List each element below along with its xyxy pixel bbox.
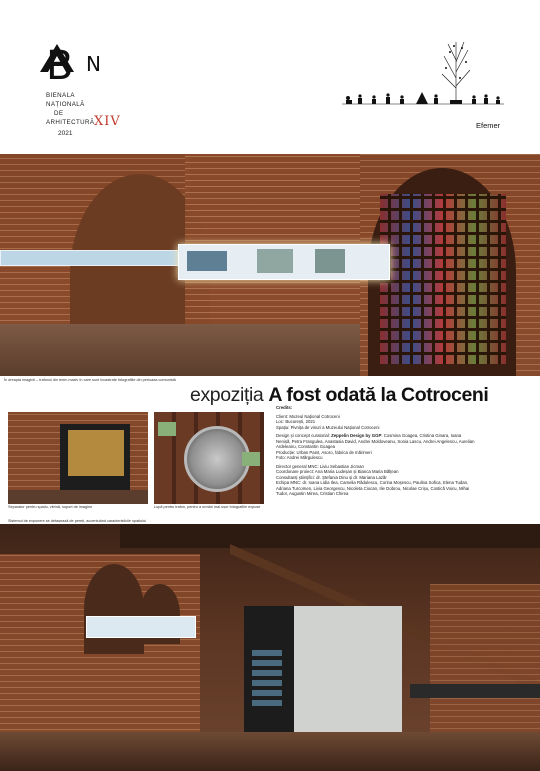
- logo-letter-n: N: [86, 52, 101, 76]
- photo-magnifier: [154, 412, 264, 504]
- logo-edition: XIV: [94, 114, 121, 129]
- logo-line: DE: [54, 110, 64, 117]
- photo-separator-vitrine: [8, 412, 148, 504]
- logo-line: ARHITECTURĂ: [46, 119, 95, 126]
- exhibition-photo-vault: [0, 154, 540, 376]
- bna-logo: [40, 44, 130, 144]
- wine-rack-grille: [380, 194, 506, 364]
- credit-design-studio: Zeppelin Design by GGP: [331, 433, 382, 438]
- credits-block: [276, 405, 476, 500]
- caption-magnifier: Lupă pentru trafon, pentru a urmări mai ușor fotografiile expuse: [154, 505, 261, 509]
- display-case: [0, 250, 182, 266]
- logo-line: BIENALA: [46, 92, 75, 99]
- caption-top: În dreapta imaginii – trafonul din lemn masiv în care sunt încastrate fotografiile din perioada comunistă: [4, 378, 176, 382]
- magnifier-icon: [184, 426, 250, 492]
- credit-photo: Foto: Andrei Mărgulescu: [276, 455, 323, 460]
- display-case: [86, 616, 196, 638]
- title-main: A fost odată la Cotroceni: [268, 384, 489, 406]
- exhibition-photo-cellar: [0, 524, 540, 771]
- credit-client: Client: Muzeul Național Cotroceni: [276, 413, 340, 419]
- credit-location: Loc: București, 2021: [276, 419, 316, 424]
- caption-separator: Separator pentru spațiu, vitrină, suport de imagine: [8, 505, 93, 509]
- credit-production: Producție: Urban Paint, Asoro, fabrica de mărimeri: [276, 449, 372, 455]
- caption-bottom: Sistemul de expunere se detașează de pereți, accentuând caracteristicile spațiului: [8, 519, 147, 523]
- display-case-main: [178, 244, 390, 280]
- credit-space: Spațiu: Pivnița de vinuri a Muzeului Național Cotroceni: [276, 424, 380, 430]
- title-prefix: expoziția: [190, 384, 269, 406]
- credit-museum-team: Director general MNC: Liviu Sebastian Jicman Coordonare proiect: Ana Maria Ludeșan și Bianca Maria Bălțean Consultanți științifici: dr. Ștefania Dinu și dr. Mariana Lazăr Echipa MNC: dr. Ioana Lidia Ilea, Camelia Rădulescu, Corina Moșescu, Paulina Sofica, Elena Tudan, Adriana Turcomen, Livia Georgescu, Nicoleta Ciocan, Ilie Dobrou, Nicolae Crișu, Costică Voicu, Mihai Tudor, Augustin Mirea, Cristian Chirea: [276, 463, 470, 496]
- credit-design-team: : Cosmina Goagea, Cristina Ginara, Ioana Nenișă, Petra Frangulea, Anastasia David, Andrei Moldoveanu, Sonia Lascu, Andrei Angelescu, Aurelian Ardeleanu, Constantin Goagea: [276, 433, 475, 449]
- exhibition-title: [190, 384, 488, 407]
- credits-heading: Credits:: [276, 405, 293, 410]
- efemer-illustration: [338, 38, 508, 118]
- logo-letter-b: B: [46, 43, 74, 89]
- efemer-label: Efemer: [476, 121, 501, 130]
- logo-year: 2021: [58, 130, 73, 137]
- credit-design-prefix: Design și concept curatorial:: [276, 433, 332, 438]
- logo-line: NAȚIONALĂ: [46, 101, 85, 108]
